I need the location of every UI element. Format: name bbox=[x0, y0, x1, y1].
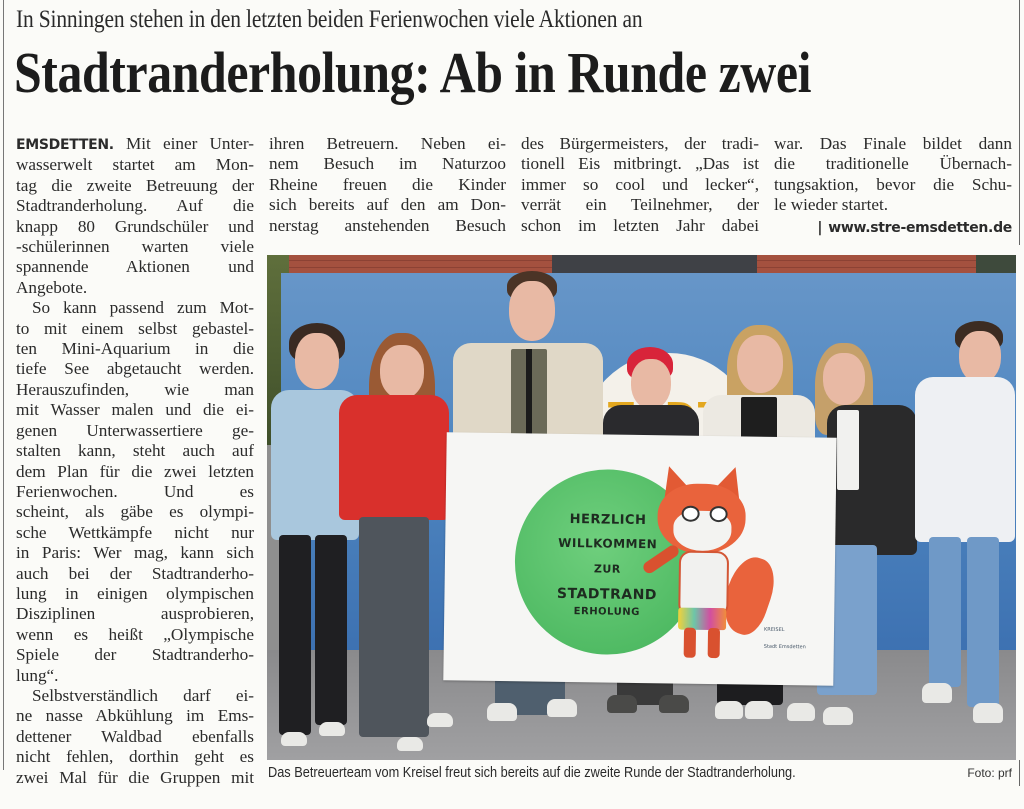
banner-text-3: ZUR bbox=[593, 562, 621, 576]
article-column-1 bbox=[16, 134, 254, 788]
article-kicker: In Sinningen stehen in den letzten beiden Ferienwochen viele Aktionen an bbox=[16, 6, 643, 33]
text-line: Rheine freuen die Kinder bbox=[269, 174, 506, 194]
banner-text-4: STADTRAND bbox=[556, 585, 658, 604]
text-line: sche Wettkämpfe nicht nur bbox=[16, 522, 254, 542]
web-link[interactable] bbox=[774, 218, 1012, 238]
fox-eye-left bbox=[682, 506, 700, 522]
text-line: nicht fehlen, dorthin geht es bbox=[16, 747, 254, 767]
banner-text-2: WILLKOMMEN bbox=[558, 535, 658, 552]
text-line: -schülerinnen warten viele bbox=[16, 237, 254, 257]
text-line: auch bei der Stadtranderho- bbox=[16, 563, 254, 583]
page-rule-right-lower bbox=[1019, 760, 1020, 786]
text-line: zwei Mal für die Gruppen mit bbox=[16, 767, 254, 787]
text-line: lung“. bbox=[16, 665, 59, 685]
article-column-3 bbox=[521, 134, 759, 236]
sponsor-stadt: Stadt Emsdetten bbox=[763, 643, 806, 651]
separator: | bbox=[817, 219, 823, 236]
text-line: ne nasse Abkühlung im Ems- bbox=[16, 706, 254, 726]
text-line: tag die zweite Betreuung der bbox=[16, 175, 254, 195]
article-column-4 bbox=[774, 134, 1012, 238]
fox-rainbow-shorts bbox=[678, 608, 726, 631]
text-line: scheint, als gäbe es olympi- bbox=[16, 502, 254, 522]
sponsor-logos bbox=[764, 627, 806, 652]
text-line: EMSDETTEN. Mit einer Unter- bbox=[16, 134, 254, 153]
text-line: dettener Waldbad ebenfalls bbox=[16, 726, 254, 746]
text-line: dem Plan für die zwei letzten bbox=[16, 461, 254, 481]
page-rule-right bbox=[1019, 0, 1020, 245]
text-line: tionell Eis mitbringt. „Das ist bbox=[521, 154, 759, 174]
text-line: schon im letzten Jahr dabei bbox=[521, 215, 759, 235]
text-line: wenn es heißt „Olympische bbox=[16, 624, 254, 644]
text-line: die traditionelle Übernach- bbox=[774, 154, 1012, 174]
fox-eye-right bbox=[710, 506, 728, 522]
photo-credit: Foto: prf bbox=[967, 766, 1012, 780]
fox-leg-right bbox=[708, 628, 720, 658]
text-line: So kann passend zum Mot- bbox=[32, 298, 254, 318]
text-line: knapp 80 Grundschüler und bbox=[16, 216, 254, 236]
text-line: tiefe See abgetaucht werden. bbox=[16, 359, 254, 379]
text-line: verrät ein Teilnehmer, der bbox=[521, 195, 759, 215]
text-line: lung in einigen olympischen bbox=[16, 583, 254, 603]
text-line: wasserwelt startet am Mon- bbox=[16, 155, 254, 175]
banner-text-5: ERHOLUNG bbox=[573, 606, 640, 619]
text-line: sich bereits auf den am Don- bbox=[269, 195, 506, 215]
article-headline: Stadtranderholung: Ab in Runde zwei bbox=[14, 40, 812, 105]
text-line: Ferienwochen. Und es bbox=[16, 481, 254, 501]
text-line: to mit einem selbst gebastel- bbox=[16, 318, 254, 338]
welcome-banner bbox=[443, 432, 836, 685]
text-line: genen Unterwassertiere ge- bbox=[16, 420, 254, 440]
text-line: Selbstverständlich darf ei- bbox=[32, 685, 254, 705]
web-link-text[interactable]: www.stre-emsdetten.de bbox=[828, 219, 1012, 236]
text-line: Spiele der Stadtranderho- bbox=[16, 645, 254, 665]
text-line: spannende Aktionen und bbox=[16, 257, 254, 277]
fox-leg-left bbox=[684, 628, 696, 658]
text-line: mit Wasser malen und die ei- bbox=[16, 400, 254, 420]
text-line: immer so cool und lecker“, bbox=[521, 174, 759, 194]
text-line: Disziplinen ausprobieren, bbox=[16, 604, 254, 624]
text-line: le wieder startet. bbox=[774, 195, 889, 215]
banner-text-1: HERZLICH bbox=[569, 512, 647, 529]
text-line: nem Besuch im Naturzoo bbox=[269, 154, 506, 174]
article-photo bbox=[267, 255, 1016, 760]
text-line: Stadtranderholung. Auf die bbox=[16, 196, 254, 216]
article-column-2 bbox=[269, 134, 506, 236]
text-line: Herauszufinden, wie man bbox=[16, 379, 254, 399]
photo-caption: Das Betreuerteam vom Kreisel freut sich bereits auf die zweite Runde der Stadtranderholung. bbox=[268, 765, 796, 781]
text-line: ihren Betreuern. Neben ei- bbox=[269, 134, 506, 153]
text-line: stalten kann, steht auch auf bbox=[16, 441, 254, 461]
text-line: ten Mini-Aquarium in die bbox=[16, 339, 254, 359]
text-line: des Bürgermeisters, der tradi- bbox=[521, 134, 759, 153]
text-line: in Paris: Wer mag, kann sich bbox=[16, 543, 254, 563]
sponsor-kreisel: KREISEL bbox=[763, 626, 785, 634]
text-line: nerstag anstehenden Besuch bbox=[269, 215, 506, 235]
page-rule-left bbox=[3, 0, 4, 770]
text-line: Angebote. bbox=[16, 277, 88, 297]
dateline: EMSDETTEN. bbox=[16, 137, 114, 153]
text-line: war. Das Finale bildet dann bbox=[774, 134, 1012, 153]
text-line: tungsaktion, bevor die Schu- bbox=[774, 174, 1012, 194]
